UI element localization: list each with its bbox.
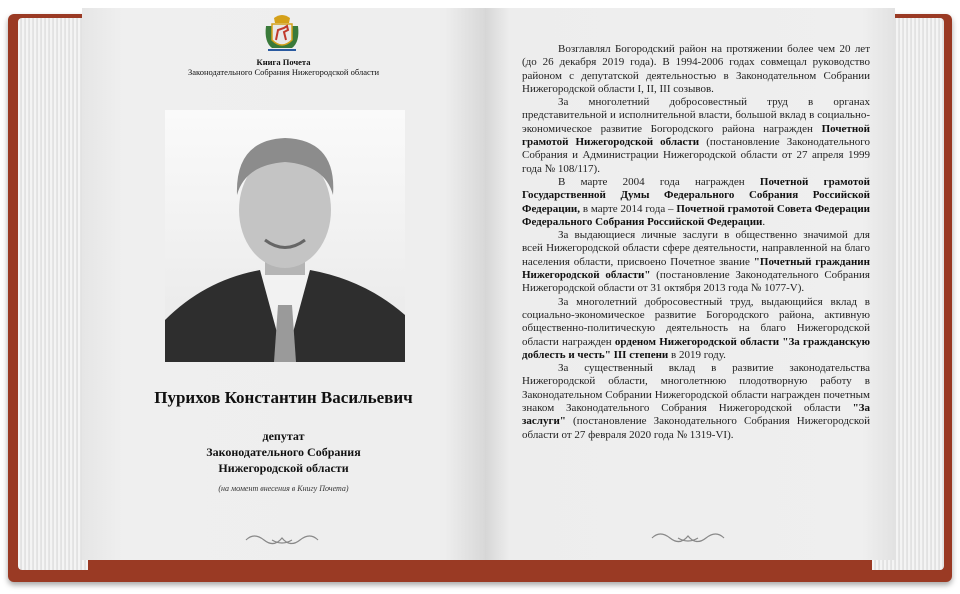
biography-paragraph (522, 43, 870, 96)
person-name: Пурихов Константин Васильевич (154, 388, 413, 407)
biography-text (522, 43, 870, 442)
biography-paragraph (522, 176, 870, 229)
role-line: Законодательного Собрания (206, 445, 361, 459)
award-name: Почетной грамотой Совета Федерации Федерального Собрания Российской Федерации (522, 202, 870, 228)
paragraph-text: За многолетний добросовестный труд в органах представительной и исполнительной власти, большой вклад в социально-экономическое развитие Богородского района награжден (522, 96, 870, 135)
paragraph-text: (постановление Законодательного Собрания и Администрации Нижегородской области от 27 апреля 1999 года № 108/117). (522, 136, 870, 175)
award-name: Почетной грамотой Нижегородской области (522, 122, 870, 149)
award-name: "За заслуги" (522, 402, 870, 428)
ornament-icon (648, 530, 728, 546)
biography-paragraph (522, 96, 870, 176)
person-role (82, 428, 485, 476)
role-line: депутат (262, 429, 305, 443)
paragraph-text: в марте 2014 года – (580, 202, 677, 215)
paragraph-text: Возглавлял Богородский район на протяжении более чем 20 лет (до 26 декабря 2019 года). В 1994-2006 годах совмещал руководство районом с депутатской деятельностью в Законодательном Собрании Нижегородской области I, II, III созывов. (522, 43, 870, 95)
book-title: Книга Почета (256, 57, 311, 67)
left-page-stack (18, 18, 88, 570)
portrait-photo (165, 110, 405, 362)
ornament-icon (242, 532, 322, 548)
biography-paragraph (522, 229, 870, 295)
paragraph-text: (постановление Законодательного Собрания Нижегородской области от 27 февраля 2020 года № 1319-VI). (522, 415, 870, 441)
role-line: Нижегородской области (218, 461, 349, 475)
paragraph-text: За многолетний добросовестный труд, выдающийся вклад в социально-экономическое развитие Богородского района, активную общественно-политическую деятельность на благо Нижегородской области награжден (522, 295, 870, 348)
paragraph-text: в 2019 году. (668, 348, 726, 361)
paragraph-text: . (762, 215, 766, 228)
award-name: "Почетный гражданин Нижегородской области" (522, 255, 870, 282)
paragraph-text: За существенный вклад в развитие законодательства Нижегородской области, многолетнюю плодотворную работу в Законодательном Собрании Нижегородской области награжден почетным знаком Законодательного Собрания Нижегородской области (522, 362, 870, 415)
biography-paragraph (522, 362, 870, 442)
entry-note: (на момент внесения в Книгу Почета) (218, 484, 349, 493)
award-name: орденом Нижегородской области "За гражданскую доблесть и честь" III степени (522, 335, 870, 361)
paragraph-text: (постановление Законодательного Собрания Нижегородской области от 31 октября 2013 года № 1077-V). (522, 269, 870, 295)
paragraph-text: За выдающиеся личные заслуги в общественно значимой для всей Нижегородской области сфере деятельности, направленной на благо населения области, присвоено Почетное звание (522, 229, 870, 268)
coat-of-arms-icon (264, 14, 300, 54)
book-subtitle: Законодательного Собрания Нижегородской области (188, 67, 379, 77)
biography-paragraph (522, 296, 870, 362)
paragraph-text: В марте 2004 года награжден (558, 175, 760, 188)
award-name: Почетной грамотой Государственной Думы Федерального Собрания Российской Федерации, (522, 175, 870, 215)
